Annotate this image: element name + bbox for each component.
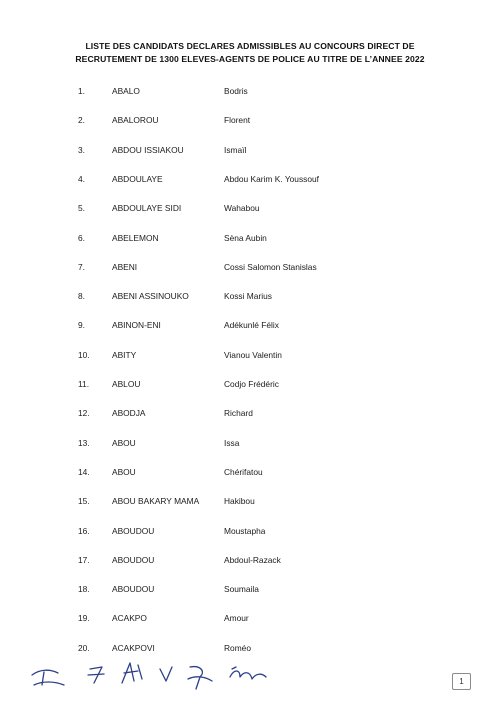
candidate-surname: ABOU [112,437,136,448]
signature-3 [122,663,142,683]
candidate-row [0,260,500,274]
document-title [40,40,460,66]
candidate-row [0,406,500,420]
candidate-firstname: Florent [224,115,251,126]
candidate-surname: ABITY [112,349,137,360]
candidate-number: 11. [78,379,90,389]
candidate-firstname: Codjo Frédéric [224,379,279,389]
candidate-row [0,553,500,567]
candidate-firstname: Chérifatou [224,466,263,477]
candidate-number: 8. [78,291,85,302]
candidate-number: 4. [78,173,85,184]
candidate-number: 13. [78,437,90,448]
candidate-surname: ABOUDOU [112,584,155,595]
candidate-surname: ABODJA [112,408,146,419]
candidate-number: 12. [78,408,90,419]
candidate-row [0,641,500,655]
candidate-surname: ABINON-ENI [112,320,161,331]
candidate-surname: ABALOROU [112,115,159,126]
candidate-row [0,377,500,391]
candidate-firstname: Richard [224,408,253,419]
candidate-row [0,494,500,508]
candidate-firstname: Amour [224,613,249,624]
candidate-row [0,201,500,215]
candidate-firstname: Moustapha [224,525,266,536]
candidate-number: 1. [78,86,85,96]
page-number-box [452,673,471,690]
candidate-firstname: Vianou Valentin [224,349,282,360]
candidate-row [0,289,500,303]
candidate-number: 18. [78,584,90,595]
candidate-number: 15. [78,496,90,507]
signature-4 [160,667,172,681]
candidate-number: 17. [78,554,90,565]
candidate-row [0,582,500,596]
candidate-number: 20. [78,642,90,653]
candidate-firstname: Wahabou [224,203,260,214]
signature-5 [188,667,212,689]
page-number: 1 [459,677,464,686]
candidate-surname: ACAKPO [112,613,147,624]
candidate-surname: ABELEMON [112,232,159,243]
candidate-firstname: Cossi Salomon Stanislas [224,261,317,272]
signature-1 [32,670,64,685]
candidate-surname: ABOU BAKARY MAMA [112,496,200,507]
signatures-scribble [30,655,270,695]
candidate-surname: ABOUDOU [112,554,155,565]
candidate-surname: ABALO [112,86,140,96]
candidate-surname: ABDOULAYE SIDI [112,203,182,214]
candidate-number: 10. [78,349,90,360]
candidate-row [0,84,500,98]
candidate-surname: ABDOULAYE [112,173,163,184]
title-line-2: RECRUTEMENT DE 1300 ELEVES-AGENTS DE POLICE AU TITRE DE L’ANNEE 2022 [75,54,425,64]
candidate-number: 19. [78,613,90,624]
candidate-row [0,231,500,245]
candidate-row [0,318,500,332]
signature-2 [88,667,104,683]
candidate-firstname: Adékunlé Félix [224,320,279,331]
candidate-row [0,143,500,157]
candidate-firstname: Issa [224,437,240,448]
candidate-number: 6. [78,232,85,243]
candidate-number: 9. [78,320,85,331]
candidate-number: 14. [78,466,90,477]
candidate-number: 16. [78,525,90,536]
candidate-firstname: Hakibou [224,496,255,507]
candidate-firstname: Roméo [224,642,251,653]
candidate-number: 7. [78,261,85,272]
candidate-surname: ABDOU ISSIAKOU [112,144,184,155]
candidate-row [0,465,500,479]
candidate-surname: ABENI ASSINOUKO [112,291,189,302]
candidate-firstname: Kossi Marius [224,291,272,302]
candidate-number: 3. [78,144,85,155]
candidate-row [0,172,500,186]
candidate-surname: ABOU [112,466,136,477]
candidate-row [0,113,500,127]
candidate-firstname: Sèna Aubin [224,232,267,243]
candidate-surname: ABOUDOU [112,525,155,536]
signature-6 [230,667,266,679]
candidate-row [0,436,500,450]
candidate-surname: ACAKPOVI [112,642,155,653]
candidate-firstname: Bodris [224,86,248,96]
candidate-surname: ABLOU [112,379,141,389]
candidate-firstname: Abdou Karim K. Youssouf [224,173,319,184]
title-line-1: LISTE DES CANDIDATS DECLARES ADMISSIBLES AU CONCOURS DIRECT DE [85,41,415,51]
candidate-number: 5. [78,203,85,214]
candidate-firstname: Ismaïl [224,144,247,155]
candidate-number: 2. [78,115,85,126]
candidate-firstname: Soumaila [224,584,259,595]
candidate-row [0,348,500,362]
candidate-row [0,524,500,538]
candidate-row [0,611,500,625]
candidate-firstname: Abdoul-Razack [224,554,281,565]
candidate-surname: ABENI [112,261,138,272]
